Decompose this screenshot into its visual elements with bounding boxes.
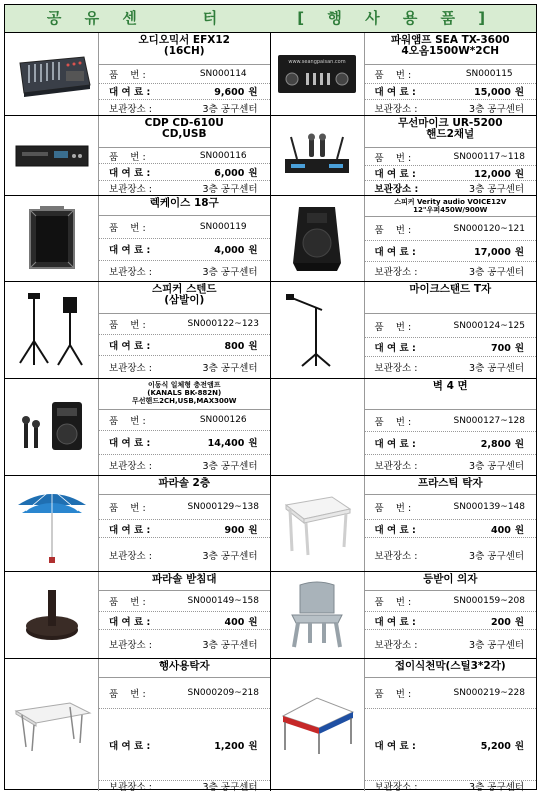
item-row <box>5 33 536 116</box>
price-value: 14,400 <box>207 438 245 450</box>
storage-field: 보관장소 : 3층 공구센터 <box>99 356 270 378</box>
item-card <box>5 116 271 195</box>
rent-field: 대 여 료 : 2,800 원 <box>365 432 537 454</box>
item-row <box>5 116 536 196</box>
item-name: 렉케이스 18구 <box>99 196 270 216</box>
item-row <box>5 196 536 282</box>
serial-field: 품 번 : SN000126 <box>99 410 270 431</box>
serial-field: 품 번 : SN000116 <box>99 148 270 164</box>
price-value: 1,200 <box>214 740 245 752</box>
storage-value: 3층 공구센터 <box>469 782 524 793</box>
price-value: 800 <box>224 341 245 353</box>
serial-value: SN000126 <box>199 415 247 426</box>
rental-sheet <box>4 4 537 793</box>
storage-field: 보관장소 : 3층 공구센터 <box>365 181 537 195</box>
serial-field: 품 번 : SN000129~138 <box>99 495 270 520</box>
item-card <box>271 33 537 115</box>
serial-field: 품 번 : SN000122~123 <box>99 314 270 335</box>
storage-value: 3층 공구센터 <box>469 550 524 562</box>
item-name: 파워앰프 SEA TX-3600 4오옴1500W*2CH <box>365 33 537 65</box>
price-value: 2,800 <box>480 438 511 450</box>
serial-value: SN000122~123 <box>187 319 260 330</box>
storage-value: 3층 공구센터 <box>202 550 258 562</box>
storage-value: 3층 공구센터 <box>202 640 258 652</box>
item-name: 마이크스탠드 T자 <box>365 282 537 314</box>
storage-value: 3층 공구센터 <box>202 183 258 195</box>
storage-field: 보관장소 : 3층 공구센터 <box>365 100 537 115</box>
storage-value: 3층 공구센터 <box>469 640 524 652</box>
storage-value: 3층 공구센터 <box>202 782 258 793</box>
serial-field: 품 번 : SN000115 <box>365 65 537 84</box>
rent-field: 대 여 료 : 14,400 원 <box>99 431 270 454</box>
plastic-chair-icon <box>271 572 365 658</box>
item-card <box>5 379 271 475</box>
storage-field: 보관장소 : 3층 공구센터 <box>99 100 270 115</box>
item-card <box>271 379 537 475</box>
storage-field: 보관장소 : 3층 공구센터 <box>365 357 537 378</box>
price-value: 400 <box>224 616 245 628</box>
serial-field: 품 번 : SN000114 <box>99 65 270 84</box>
item-row <box>5 282 536 379</box>
wireless-microphone-icon <box>271 116 365 195</box>
serial-field: 품 번 : SN000159~208 <box>365 591 537 612</box>
item-card <box>5 572 271 658</box>
item-card <box>5 33 271 115</box>
item-card <box>271 476 537 571</box>
rent-field: 대 여 료 : 12,000 원 <box>365 166 537 181</box>
storage-field: 보관장소 : 3층 공구센터 <box>365 262 537 281</box>
storage-field: 보관장소 : 3층 공구센터 <box>365 455 537 475</box>
rent-field: 대 여 료 : 6,000 원 <box>99 164 270 180</box>
serial-value: SN000117~118 <box>453 151 526 162</box>
storage-value: 3층 공구센터 <box>469 460 524 472</box>
serial-value: SN000209~218 <box>187 688 260 699</box>
storage-field: 보관장소 : 3층 공구센터 <box>99 181 270 195</box>
serial-field: 품 번 : SN000209~218 <box>99 678 270 709</box>
page-title: 공 유 센 터 [ 행 사 용 품 ] <box>5 5 536 33</box>
item-card <box>5 196 271 281</box>
item-row <box>5 572 536 659</box>
serial-field: 품 번 : SN000117~118 <box>365 148 537 166</box>
storage-value: 3층 공구센터 <box>202 103 258 115</box>
folding-table-icon <box>5 659 99 791</box>
item-name: 등받이 의자 <box>365 572 537 591</box>
item-name: 프라스틱 탁자 <box>365 476 537 495</box>
storage-value: 3층 공구센터 <box>469 184 524 195</box>
storage-value: 3층 공구센터 <box>202 362 258 374</box>
item-card <box>271 572 537 658</box>
item-name: 벽 4 면 <box>365 379 537 410</box>
storage-field: 보관장소 : 3층 공구센터 <box>99 261 270 281</box>
rent-field: 대 여 료 : 700 원 <box>365 338 537 357</box>
item-name: CDP CD-610U CD,USB <box>99 116 270 148</box>
serial-value: SN000120~121 <box>453 223 526 234</box>
item-row <box>5 379 536 476</box>
serial-value: SN000119 <box>199 222 247 233</box>
item-row <box>5 659 536 791</box>
price-value: 700 <box>490 342 511 354</box>
item-card <box>5 659 271 791</box>
storage-value: 3층 공구센터 <box>469 267 524 279</box>
item-card <box>271 659 537 791</box>
item-name: 파라솔 2층 <box>99 476 270 495</box>
serial-field: 품 번 : SN000124~125 <box>365 314 537 338</box>
storage-field: 보관장소 : 3층 공구센터 <box>365 538 537 571</box>
folding-tent-icon <box>271 659 365 791</box>
price-value: 15,000 <box>474 87 511 99</box>
item-name: 스피커 Verity audio VOICE12V 12"우퍼450W/900W <box>365 196 537 217</box>
serial-value: SN000139~148 <box>453 502 526 513</box>
item-name: 접이식천막(스틸3*2각) <box>365 659 537 678</box>
rent-field: 대 여 료 : 1,200 원 <box>99 709 270 781</box>
rent-field: 대 여 료 : 400 원 <box>365 520 537 538</box>
logo-text: www.seangpaisan.com <box>288 59 346 65</box>
price-value: 6,000 <box>214 167 245 179</box>
storage-value: 3층 공구센터 <box>469 103 524 115</box>
item-name: 오디오믹서 EFX12 (16CH) <box>99 33 270 65</box>
serial-field: 품 번 : SN000119 <box>99 216 270 239</box>
price-value: 4,000 <box>214 245 245 257</box>
item-card <box>5 282 271 378</box>
price-value: 200 <box>490 616 511 628</box>
serial-value: SN000159~208 <box>453 596 526 607</box>
price-value: 9,600 <box>214 87 245 99</box>
audio-mixer-icon <box>5 33 99 115</box>
blank-photo <box>271 379 365 475</box>
rent-field: 대 여 료 : 4,000 원 <box>99 239 270 260</box>
microphone-stand-icon <box>271 282 365 378</box>
item-name: 파라솔 받침대 <box>99 572 270 591</box>
storage-field: 보관장소 : 3층 공구센터 <box>99 538 270 571</box>
storage-field: 보관장소 : 3층 공구센터 <box>365 630 537 658</box>
serial-value: SN000116 <box>199 150 247 161</box>
rent-field: 대 여 료 : 200 원 <box>365 612 537 630</box>
rent-field: 대 여 료 : 9,600 원 <box>99 84 270 101</box>
storage-value: 3층 공구센터 <box>202 460 258 472</box>
serial-field: 품 번 : SN000139~148 <box>365 495 537 520</box>
speaker-stand-icon <box>5 282 99 378</box>
storage-field: 보관장소 : 3층 공구센터 <box>99 455 270 475</box>
item-name: 스피커 스텐드 (삼발이) <box>99 282 270 314</box>
serial-field: 품 번 : SN000219~228 <box>365 678 537 709</box>
storage-field: 보관장소 : 3층 공구센터 <box>99 781 270 791</box>
rent-field: 대 여 료 : 400 원 <box>99 612 270 630</box>
speaker-icon <box>271 196 365 281</box>
rent-field: 대 여 료 : 17,000 원 <box>365 241 537 261</box>
serial-value: SN000149~158 <box>187 596 260 607</box>
serial-field: 품 번 : SN000149~158 <box>99 591 270 612</box>
cd-player-icon <box>5 116 99 195</box>
item-row <box>5 476 536 572</box>
price-value: 900 <box>224 524 245 536</box>
parasol-base-icon <box>5 572 99 658</box>
rack-case-icon <box>5 196 99 281</box>
storage-field: 보관장소 : 3층 공구센터 <box>365 781 537 791</box>
portable-amplifier-icon <box>5 379 99 475</box>
item-card <box>271 282 537 378</box>
price-value: 17,000 <box>474 246 511 258</box>
rent-field: 대 여 료 : 15,000 원 <box>365 84 537 101</box>
item-card <box>271 116 537 195</box>
serial-value: SN000114 <box>199 68 247 79</box>
price-value: 5,200 <box>480 740 511 752</box>
storage-value: 3층 공구센터 <box>202 266 258 278</box>
serial-value: SN000124~125 <box>453 320 526 331</box>
rent-field: 대 여 료 : 5,200 원 <box>365 709 537 781</box>
price-value: 400 <box>490 524 511 536</box>
serial-value: SN000129~138 <box>187 502 260 513</box>
item-name: 이동식 일체형 충전앰프 (KANALS BK-882N) 무선핸드2CH,USB,MAX300W <box>99 379 270 410</box>
serial-field: 품 번 : SN000120~121 <box>365 217 537 241</box>
parasol-icon <box>5 476 99 571</box>
serial-value: SN000127~128 <box>453 415 526 426</box>
plastic-table-icon <box>271 476 365 571</box>
rent-field: 대 여 료 : 900 원 <box>99 520 270 538</box>
serial-value: SN000219~228 <box>453 688 526 699</box>
price-value: 12,000 <box>474 169 511 180</box>
serial-value: SN000115 <box>465 68 513 79</box>
item-name: 행사용탁자 <box>99 659 270 678</box>
power-amplifier-icon <box>271 33 365 115</box>
item-card <box>5 476 271 571</box>
storage-field: 보관장소 : 3층 공구센터 <box>99 630 270 658</box>
item-card <box>271 196 537 281</box>
rent-field: 대 여 료 : 800 원 <box>99 335 270 355</box>
item-name: 무선마이크 UR-5200 핸드2채널 <box>365 116 537 148</box>
serial-field: 품 번 : SN000127~128 <box>365 410 537 432</box>
storage-value: 3층 공구센터 <box>469 363 524 375</box>
